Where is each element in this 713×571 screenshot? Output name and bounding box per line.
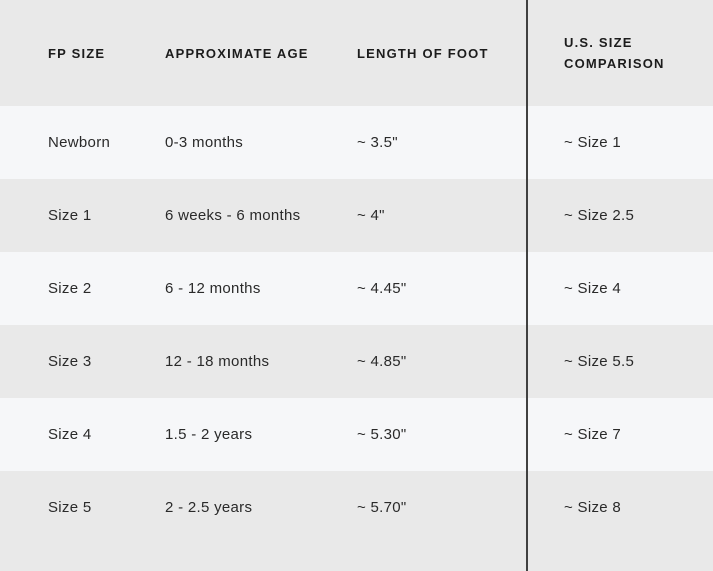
column-header-approximate-age: APPROXIMATE AGE	[165, 45, 309, 61]
cell-length-of-foot: ~ 4.45"	[357, 280, 407, 297]
cell-fp-size: Newborn	[48, 134, 111, 151]
column-divider-line	[526, 0, 528, 571]
cell-fp-size: Size 5	[48, 499, 92, 516]
table-row-size-2	[0, 252, 713, 325]
cell-approximate-age: 6 weeks - 6 months	[165, 207, 301, 224]
cell-approximate-age: 2 - 2.5 years	[165, 499, 253, 516]
column-header-fp-size: FP SIZE	[48, 45, 106, 61]
cell-approximate-age: 1.5 - 2 years	[165, 426, 253, 443]
cell-approximate-age: 0-3 months	[165, 134, 244, 151]
table-row-size-1	[0, 179, 713, 252]
cell-approximate-age: 12 - 18 months	[165, 353, 270, 370]
cell-length-of-foot: ~ 5.70"	[357, 499, 407, 516]
cell-us-size: ~ Size 4	[564, 280, 622, 297]
header-row	[0, 0, 713, 106]
column-header-us-size-comparison: U.S. SIZE COMPARISON	[564, 35, 665, 71]
table-row-size-3	[0, 325, 713, 398]
cell-length-of-foot: ~ 5.30"	[357, 426, 407, 443]
cell-fp-size: Size 1	[48, 207, 92, 224]
cell-length-of-foot: ~ 4"	[357, 207, 385, 224]
cell-us-size: ~ Size 7	[564, 426, 622, 443]
cell-length-of-foot: ~ 3.5"	[357, 134, 398, 151]
cell-fp-size: Size 2	[48, 280, 92, 297]
cell-us-size: ~ Size 2.5	[564, 207, 635, 224]
cell-fp-size: Size 3	[48, 353, 92, 370]
cell-us-size: ~ Size 1	[564, 134, 622, 151]
table-row-size-5	[0, 471, 713, 571]
table-row-newborn	[0, 106, 713, 179]
table-row-size-4	[0, 398, 713, 471]
column-header-length-of-foot: LENGTH OF FOOT	[357, 45, 489, 61]
cell-us-size: ~ Size 5.5	[564, 353, 635, 370]
cell-approximate-age: 6 - 12 months	[165, 280, 261, 297]
cell-us-size: ~ Size 8	[564, 499, 622, 516]
cell-length-of-foot: ~ 4.85"	[357, 353, 407, 370]
cell-fp-size: Size 4	[48, 426, 92, 443]
